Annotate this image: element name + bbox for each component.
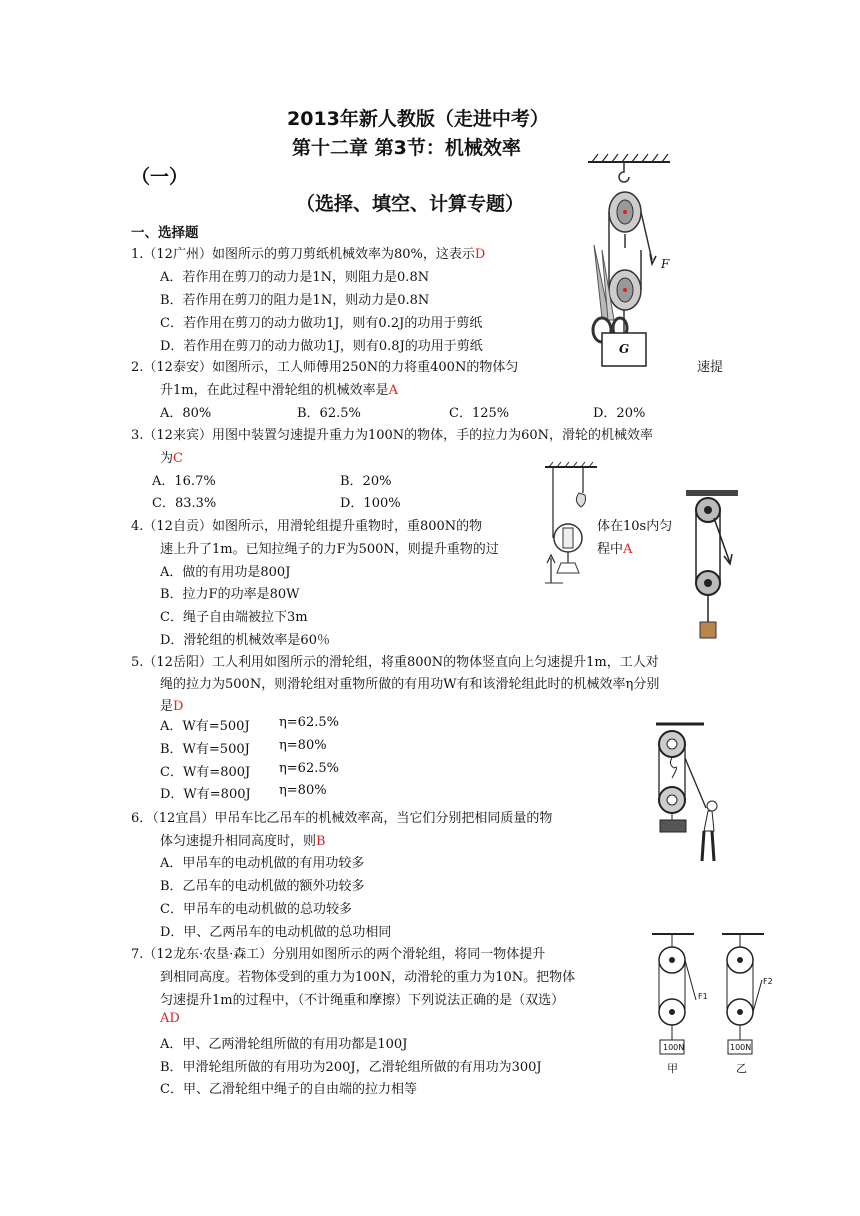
- q4-answer: A: [623, 542, 633, 557]
- fig7-left-caption: 甲: [667, 1062, 678, 1075]
- q2-stem-c: 升1m，在此过程中滑轮组的机械效率是A: [160, 383, 398, 398]
- title-line-2: 第十二章 第3节：机械效率: [292, 137, 521, 159]
- q5-option-b-eta: η=80%: [279, 738, 327, 753]
- subtitle: （选择、填空、计算专题）: [296, 193, 525, 215]
- q6-option-b: B．乙吊车的电动机做的额外功较多: [160, 879, 365, 894]
- q4-stem-b2: 程中A: [597, 542, 633, 557]
- q3-answer: C: [173, 451, 183, 466]
- part-label: （一）: [131, 166, 189, 188]
- q6-stem-a: 6．（12宜昌）甲吊车比乙吊车的机械效率高，当它们分别把相同质量的物: [131, 811, 553, 826]
- q7-option-c: C．甲、乙滑轮组中绳子的自由端的拉力相等: [160, 1082, 417, 1097]
- q3-option-b: B．20%: [340, 474, 392, 489]
- q5-stem-b: 绳的拉力为500N，则滑轮组对重物所做的有用功W有和该滑轮组此时的机械效率η分别: [160, 677, 660, 692]
- fig1-weight-label: G: [619, 342, 630, 356]
- q4-option-a: A．做的有用功是800J: [160, 565, 291, 580]
- q7-stem-b: 到相同高度。若物体受到的重力为100N，动滑轮的重力为10N。把物体: [160, 970, 576, 985]
- q5-option-d-eta: η=80%: [279, 783, 327, 798]
- q2-answer: A: [388, 383, 398, 398]
- fig7-right-caption: 乙: [736, 1062, 747, 1075]
- figure-pulley-worker: [650, 718, 730, 868]
- q2-stem-b: 速提: [697, 360, 724, 375]
- q2-option-d: D．20%: [593, 406, 646, 421]
- q4-option-c: C．绳子自由端被拉下3m: [160, 610, 308, 625]
- figure-movable-pulley: [543, 463, 603, 588]
- figure-two-pulley-systems: [650, 930, 780, 1060]
- q3-option-d: D．100%: [340, 496, 401, 511]
- q6-option-c: C．甲吊车的电动机做的总功较多: [160, 902, 352, 917]
- q1-stem: 1.（12广州）如图所示的剪刀剪纸机械效率为80%，这表示D: [131, 247, 486, 262]
- q5-option-a-work: A．W有=500J: [160, 719, 250, 734]
- q5-option-a-eta: η=62.5%: [279, 715, 339, 730]
- q1-option-c: C．若作用在剪刀的动力做功1J，则有0.2J的功用于剪纸: [160, 316, 483, 331]
- q3-option-c: C．83.3%: [152, 496, 217, 511]
- q1-option-a: A．若作用在剪刀的动力是1N，则阻力是0.8N: [160, 270, 430, 285]
- title-line-1: 2013年新人教版（走进中考）: [287, 108, 549, 130]
- q7-answer: AD: [160, 1011, 180, 1026]
- q5-stem-a: 5.（12岳阳）工人利用如图所示的滑轮组，将重800N的物体竖直向上匀速提升1m，工人对: [131, 655, 659, 670]
- q2-option-b: B．62.5%: [297, 406, 361, 421]
- fig7-box-left-label: 100N: [663, 1043, 685, 1052]
- q7-stem-c: 匀速提升1m的过程中，（不计绳重和摩擦）下列说法正确的是（双选）: [160, 993, 565, 1008]
- q7-option-a: A．甲、乙两滑轮组所做的有用功都是100J: [160, 1037, 408, 1052]
- fig1-force-label: F: [661, 257, 670, 271]
- section-label: 一、选择题: [131, 225, 199, 241]
- fig7-f2-label: F2: [763, 977, 773, 986]
- q1-answer: D: [474, 247, 486, 262]
- q3-stem-a: 3.（12来宾）用图中装置匀速提升重力为100N的物体，手的拉力为60N，滑轮的机械效率: [131, 428, 654, 443]
- q2-option-c: C．125%: [449, 406, 510, 421]
- q7-option-b: B．甲滑轮组所做的有用功为200J，乙滑轮组所做的有用功为300J: [160, 1060, 542, 1075]
- q4-stem-b: 速上升了1m。已知拉绳子的力F为500N，则提升重物的过: [160, 542, 499, 557]
- q6-answer: B: [316, 834, 326, 849]
- q6-stem-b: 体匀速提升相同高度时，则B: [160, 834, 326, 849]
- figure-pulley-block-q4: [684, 488, 744, 643]
- q4-option-b: B．拉力F的功率是80W: [160, 587, 300, 602]
- q5-option-c-work: C．W有=800J: [160, 765, 251, 780]
- q4-stem-a: 4.（12自贡）如图所示，用滑轮组提升重物时，重800N的物: [131, 519, 483, 534]
- q5-option-c-eta: η=62.5%: [279, 761, 339, 776]
- q4-stem-a2: 体在10s内匀: [597, 519, 673, 534]
- q5-option-d-work: D．W有=800J: [160, 787, 251, 802]
- q1-option-d: D．若作用在剪刀的动力做功1J，则有0.8J的功用于剪纸: [160, 339, 483, 354]
- fig7-f1-label: F1: [698, 992, 708, 1001]
- q6-option-d: D．甲、乙两吊车的电动机做的总功相同: [160, 925, 392, 940]
- fig7-box-right-label: 100N: [730, 1043, 752, 1052]
- q2-option-a: A．80%: [160, 406, 212, 421]
- q4-option-d: D．滑轮组的机械效率是60％: [160, 633, 330, 648]
- q3-stem-b: 为C: [160, 451, 183, 466]
- q1-option-b: B．若作用在剪刀的阻力是1N，则动力是0.8N: [160, 293, 430, 308]
- q5-option-b-work: B．W有=500J: [160, 742, 250, 757]
- q5-answer: D: [173, 699, 184, 714]
- q7-stem-a: 7.（12龙东·农垦·森工）分别用如图所示的两个滑轮组，将同一物体提升: [131, 947, 546, 962]
- q5-stem-c: 是D: [160, 699, 184, 714]
- q6-option-a: A．甲吊车的电动机做的有用功较多: [160, 856, 365, 871]
- q3-option-a: A．16.7%: [152, 474, 216, 489]
- q2-stem-a: 2.（12泰安）如图所示，工人师傅用250N的力将重400N的物体匀: [131, 360, 519, 375]
